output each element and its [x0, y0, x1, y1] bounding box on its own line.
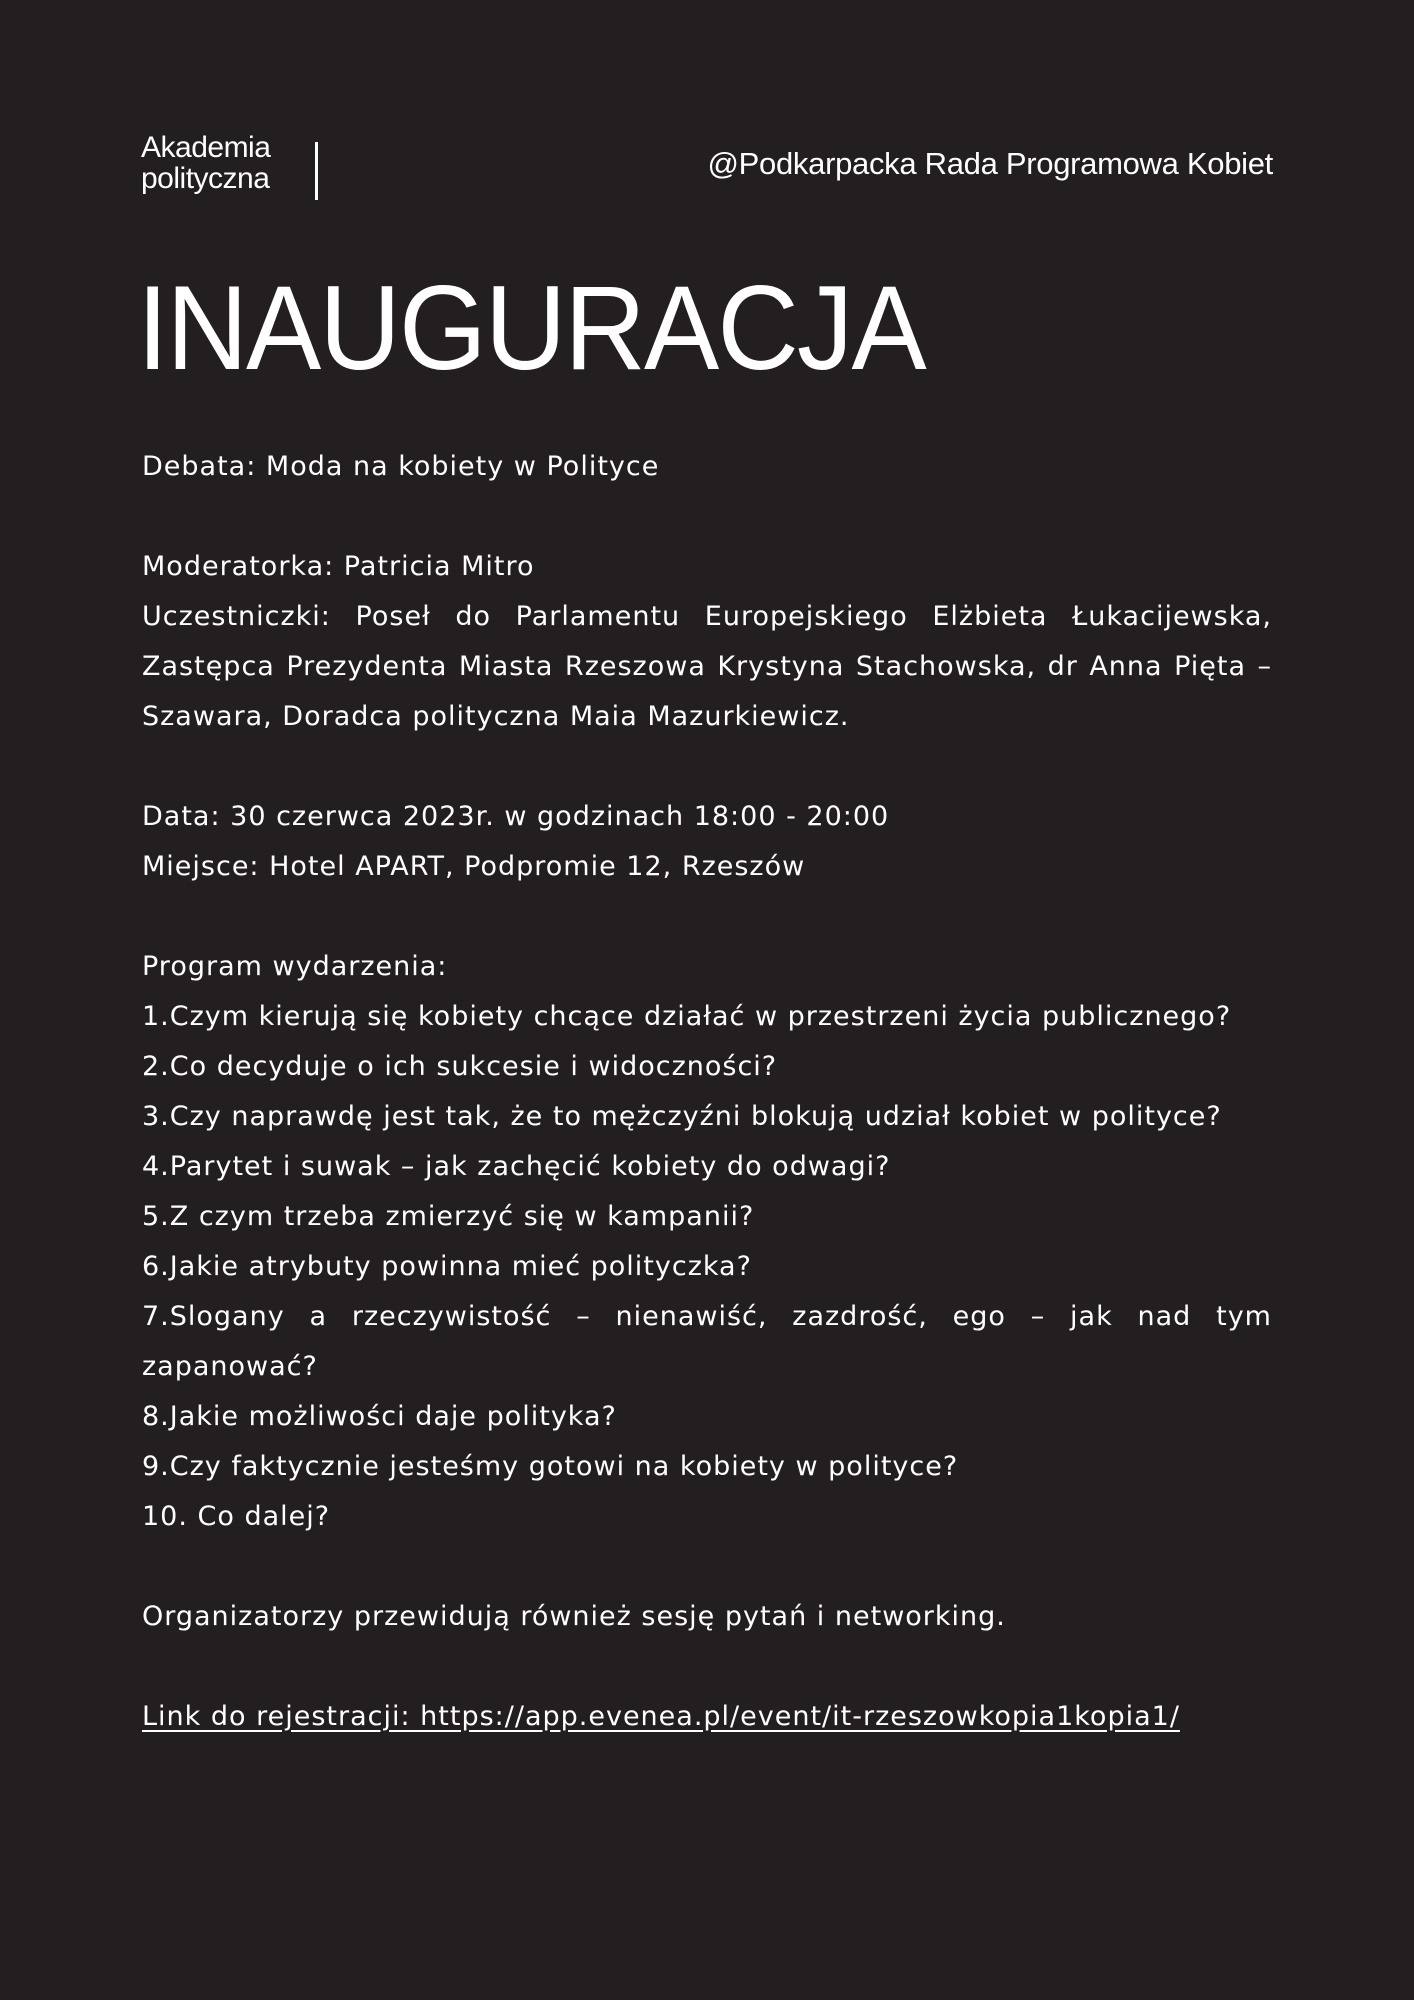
event-description [142, 442, 1272, 1742]
program-item: 5.Z czym trzeba zmierzyć się w kampanii? [142, 1201, 755, 1232]
spacer [142, 1642, 1272, 1692]
program-heading: Program wydarzenia: [142, 951, 448, 982]
program-item: 2.Co decyduje o ich sukcesie i widoczności? [142, 1051, 778, 1082]
participants: Uczestniczki: Poseł do Parlamentu Europejskiego Elżbieta Łukacijewska, Zastępca Prezydenta Miasta Rzeszowa Krystyna Stachowska, dr Anna Pięta – Szawara, Doradca polityczna Maia Mazurkiewicz. [142, 601, 1272, 732]
logo-line-1: Akademia [141, 131, 271, 164]
spacer [142, 742, 1272, 792]
program-item: 7.Slogany a rzeczywistość – nienawiść, zazdrość, ego – jak nad tym zapanować? [142, 1301, 1272, 1382]
organization-handle: @Podkarpacka Rada Programowa Kobiet [707, 146, 1273, 181]
page-title: INAUGURACJA [137, 261, 925, 395]
moderator: Moderatorka: Patricia Mitro [142, 551, 535, 582]
networking-note: Organizatorzy przewidują również sesję pytań i networking. [142, 1601, 1006, 1632]
program-item: 1.Czym kierują się kobiety chcące działać w przestrzeni życia publicznego? [142, 1001, 1232, 1032]
program-item: 9.Czy faktycznie jesteśmy gotowi na kobiety w polityce? [142, 1451, 959, 1482]
program-item: 10. Co dalej? [142, 1501, 331, 1532]
logo-divider [315, 142, 318, 200]
event-date: Data: 30 czerwca 2023r. w godzinach 18:00 - 20:00 [142, 801, 890, 832]
registration-line [142, 1692, 1272, 1742]
program-item: 4.Parytet i suwak – jak zachęcić kobiety do odwagi? [142, 1151, 891, 1182]
logo-line-2: polityczna [141, 162, 270, 195]
spacer [142, 892, 1272, 942]
registration-link[interactable]: Link do rejestracji: https://app.evenea.pl/event/it-rzeszowkopia1kopia1/ [142, 1701, 1180, 1732]
program-item: 6.Jakie atrybuty powinna mieć polityczka? [142, 1251, 752, 1282]
spacer [142, 492, 1272, 542]
debate-topic: Debata: Moda na kobiety w Polityce [142, 451, 660, 482]
logo-text [141, 132, 270, 194]
logo [141, 132, 321, 204]
spacer [142, 1542, 1272, 1592]
program-item: 3.Czy naprawdę jest tak, że to mężczyźni blokują udział kobiet w polityce? [142, 1101, 1222, 1132]
event-location: Miejsce: Hotel APART, Podpromie 12, Rzeszów [142, 851, 806, 882]
program-item: 8.Jakie możliwości daje polityka? [142, 1401, 617, 1432]
